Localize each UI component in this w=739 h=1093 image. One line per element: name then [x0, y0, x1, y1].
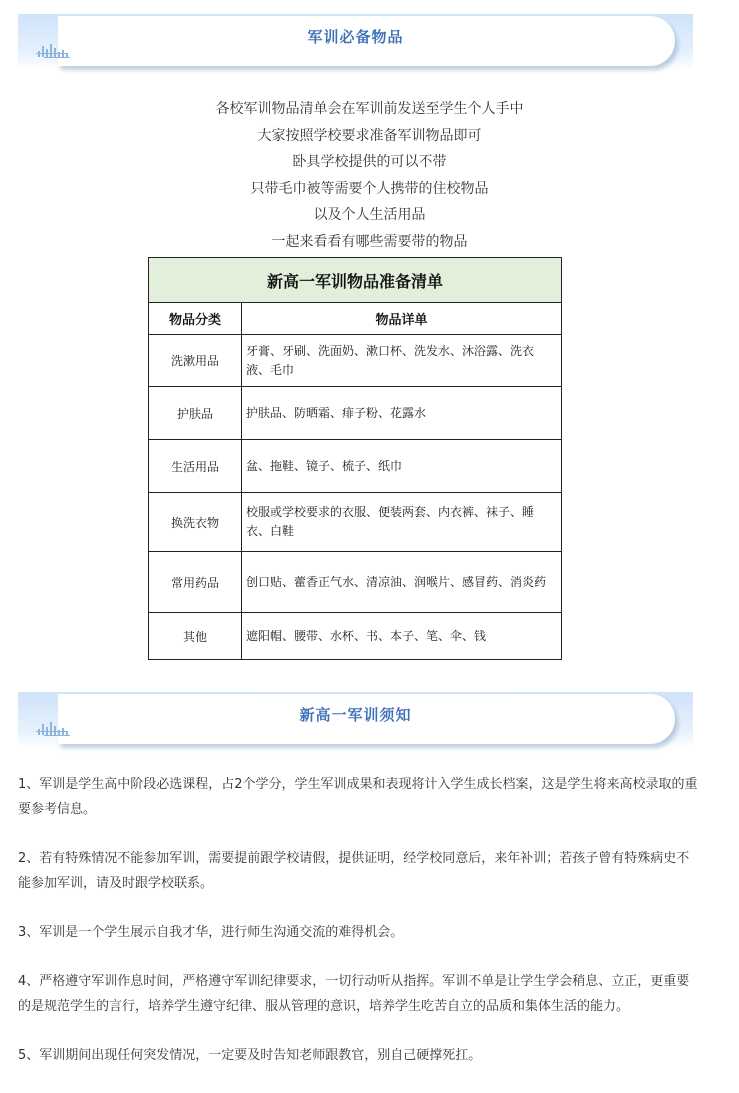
- category-cell: 护肤品: [149, 387, 242, 440]
- category-cell: 洗漱用品: [149, 335, 242, 387]
- items-cell: 护肤品、防晒霜、痱子粉、花露水: [242, 387, 562, 440]
- items-cell: 牙膏、牙刷、洗面奶、漱口杯、洗发水、沐浴露、洗衣液、毛巾: [242, 335, 562, 387]
- table-row: [149, 440, 562, 493]
- table-row: [149, 493, 562, 552]
- category-cell: 常用药品: [149, 552, 242, 613]
- intro-line: 只带毛巾被等需要个人携带的住校物品: [250, 180, 489, 197]
- items-cell: 创口贴、藿香正气水、清凉油、润喉片、感冒药、消炎药: [242, 552, 562, 613]
- table-row: [149, 613, 562, 660]
- intro-line: 卧具学校提供的可以不带: [292, 154, 447, 170]
- category-cell: 换洗衣物: [149, 493, 242, 552]
- notice-item: 3、军训是一个学生展示自我才华，进行师生沟通交流的难得机会。: [18, 925, 404, 940]
- table-caption: 新高一军训物品准备清单: [149, 258, 562, 303]
- decor-line: [36, 53, 68, 54]
- section-title: 新高一军训须知: [299, 706, 412, 724]
- intro-line: 一起来看看有哪些需要带的物品: [271, 233, 468, 250]
- decor-line: [36, 731, 68, 732]
- items-cell: 校服或学校要求的衣服、便装两套、内衣裤、袜子、睡衣、白鞋: [242, 493, 562, 552]
- category-cell: 其他: [149, 613, 242, 660]
- column-header-items: 物品详单: [242, 303, 562, 335]
- table-row: [149, 387, 562, 440]
- decor-line: [44, 735, 70, 736]
- intro-line: 大家按照学校要求准备军训物品即可: [257, 127, 482, 144]
- items-cell: 遮阳帽、腰带、水杯、书、本子、笔、伞、钱: [242, 613, 562, 660]
- table-row: [149, 552, 562, 613]
- section-banner-notice: [18, 692, 693, 748]
- items-cell: 盆、拖鞋、镜子、梳子、纸巾: [242, 440, 562, 493]
- notice-item: 2、若有特殊情况不能参加军训，需要提前跟学校请假，提供证明，经学校同意后，来年补训；若孩子曾有特殊病史不能参加军训，请及时跟学校联系。: [18, 851, 690, 891]
- intro-line: 以及个人生活用品: [313, 207, 426, 223]
- intro-text: [0, 96, 739, 255]
- category-cell: 生活用品: [149, 440, 242, 493]
- notice-item: 5、军训期间出现任何突发情况，一定要及时告知老师跟教官，别自己硬撑死扛。: [18, 1048, 482, 1063]
- table-row: [149, 335, 562, 387]
- decor-line: [44, 57, 70, 58]
- column-header-category: 物品分类: [149, 303, 242, 335]
- supplies-table: [148, 257, 562, 660]
- notice-item: 1、军训是学生高中阶段必选课程，占2个学分，学生军训成果和表现将计入学生成长档案，这是学生将来高校录取的重要参考信息。: [18, 777, 698, 817]
- notice-list: [18, 772, 698, 1092]
- section-banner-supplies: [18, 14, 693, 70]
- intro-line: 各校军训物品清单会在军训前发送至学生个人手中: [215, 101, 524, 117]
- notice-item: 4、严格遵守军训作息时间，严格遵守军训纪律要求，一切行动听从指挥。军训不单是让学生学会稍息、立正，更重要的是规范学生的言行，培养学生遵守纪律、服从管理的意识，培养学生吃苦自立的品质和集体生活的能力。: [18, 974, 690, 1014]
- section-title: 军训必备物品: [307, 28, 404, 46]
